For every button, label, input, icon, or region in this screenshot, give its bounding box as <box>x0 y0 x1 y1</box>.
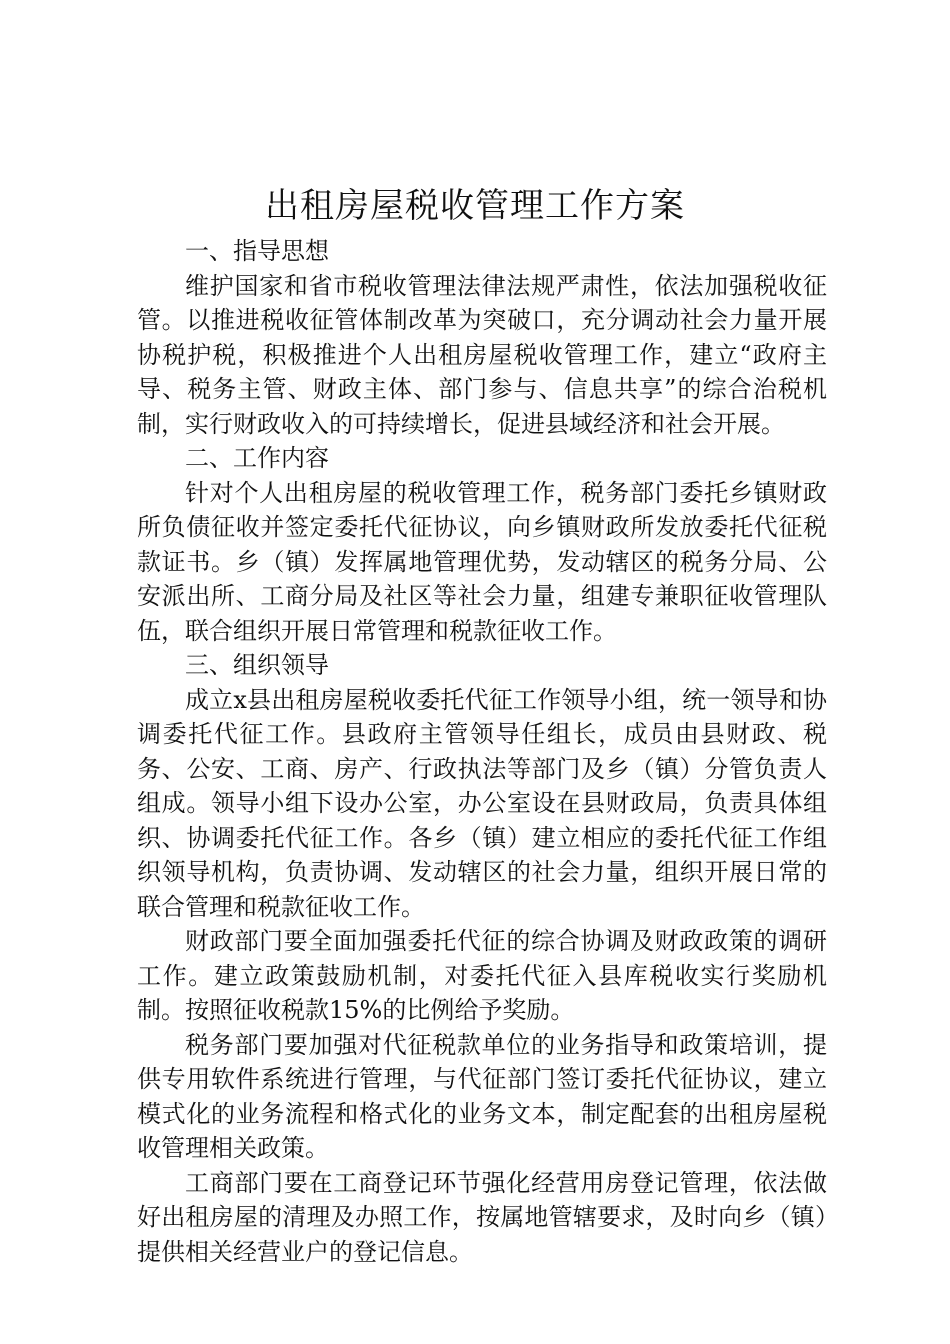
section-heading-work-content: 二、工作内容 <box>185 444 329 472</box>
document-title: 出租房屋税收管理工作方案 <box>265 186 685 226</box>
paragraph-guiding-ideology: 维护国家和省市税收管理法律法规严肃性，依法加强税收征管。以推进税收征管体制改革为突破口，充分调动社会力量开展协税护税，积极推进个人出租房屋税收管理工作，建立“政府主导、税务主管、财政主体、部门参与、信息共享”的综合治税机制，实行财政收入的可持续增长，促进县域经济和社会开展。 <box>137 271 827 438</box>
paragraph-commerce-department: 工商部门要在工商登记环节强化经营用房登记管理，依法做好出租房屋的清理及办照工作，按属地管辖要求，及时向乡（镇）提供相关经营业户的登记信息。 <box>137 1168 827 1266</box>
section-heading-organization-leadership: 三、组织领导 <box>185 651 329 679</box>
paragraph-work-content: 针对个人出租房屋的税收管理工作，税务部门委托乡镇财政所负债征收并签定委托代征协议，向乡镇财政所发放委托代征税款证书。乡（镇）发挥属地管理优势，发动辖区的税务分局、公安派出所、工商分局及社区等社会力量，组建专兼职征收管理队伍，联合组织开展日常管理和税款征收工作。 <box>137 478 827 645</box>
document-body <box>137 234 827 1269</box>
paragraph-tax-department: 税务部门要加强对代征税款单位的业务指导和政策培训，提供专用软件系统进行管理，与代征部门签订委托代征协议，建立模式化的业务流程和格式化的业务文本，制定配套的出租房屋税收管理相关政策。 <box>137 1030 827 1162</box>
paragraph-finance-department: 财政部门要全面加强委托代征的综合协调及财政政策的调研工作。建立政策鼓励机制，对委托代征入县库税收实行奖励机制。按照征收税款15%的比例给予奖励。 <box>137 927 827 1024</box>
paragraph-leading-group: 成立x县出租房屋税收委托代征工作领导小组，统一领导和协调委托代征工作。县政府主管领导任组长，成员由县财政、税务、公安、工商、房产、行政执法等部门及乡（镇）分管负责人组成。领导小组下设办公室，办公室设在县财政局，负责具体组织、协调委托代征工作。各乡（镇）建立相应的委托代征工作组织领导机构，负责协调、发动辖区的社会力量，组织开展日常的联合管理和税款征收工作。 <box>137 685 827 921</box>
section-heading-guiding-ideology: 一、指导思想 <box>185 237 329 265</box>
